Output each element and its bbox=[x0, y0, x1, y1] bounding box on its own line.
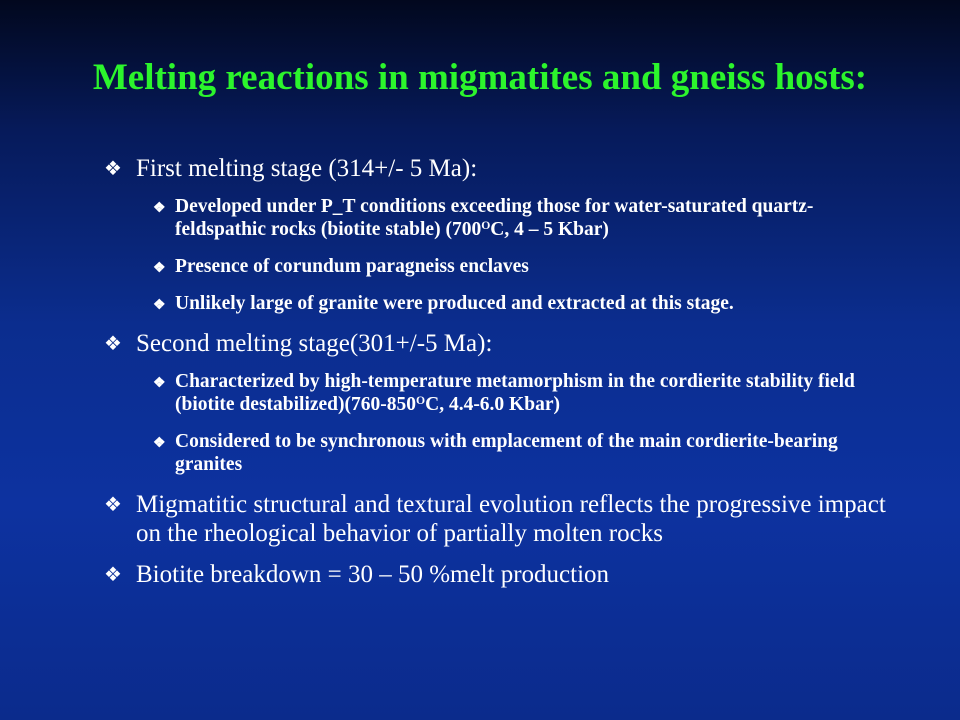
bullet-text: Biotite breakdown = 30 – 50 %melt production bbox=[136, 561, 610, 588]
sub-bullet-characterized bbox=[153, 370, 904, 416]
superscript: O bbox=[416, 394, 426, 407]
diamond-bullet-icon: ❖ bbox=[104, 333, 122, 355]
slide-content bbox=[104, 154, 904, 601]
bullet-text: Migmatitic structural and textural evolution reflects the progressive impact on the rheological behavior of partially molten rocks bbox=[136, 491, 886, 547]
sub-bullet-synchronous bbox=[153, 430, 904, 476]
diamond-bullet-icon: ❖ bbox=[153, 261, 166, 276]
sub-bullet-developed-conditions bbox=[153, 195, 904, 241]
bullet-first-melting-stage bbox=[104, 154, 904, 183]
sub-bullet-unlikely-granite bbox=[153, 292, 904, 315]
bullet-migmatitic-evolution bbox=[104, 490, 904, 548]
diamond-bullet-icon: ❖ bbox=[153, 436, 166, 451]
bullet-text: First melting stage (314+/- 5 Ma): bbox=[136, 155, 478, 182]
sub-bullet-text: Considered to be synchronous with emplacement of the main cordierite-bearing granites bbox=[175, 431, 838, 475]
sub-bullet-text: Presence of corundum paragneiss enclaves bbox=[175, 256, 529, 277]
diamond-bullet-icon: ❖ bbox=[104, 494, 122, 516]
sub-bullet-text: Unlikely large of granite were produced and extracted at this stage. bbox=[175, 293, 734, 314]
sub-bullet-corundum bbox=[153, 255, 904, 278]
sub-bullet-text: Characterized by high-temperature metamorphism in the cordierite stability field (biotite destabilized)(760-850 bbox=[175, 371, 855, 415]
bullet-biotite-breakdown bbox=[104, 560, 904, 589]
diamond-bullet-icon: ❖ bbox=[104, 158, 122, 180]
sub-bullet-text: Developed under P_T conditions exceeding those for water-saturated quartz-feldspathic rocks (biotite stable) (700 bbox=[175, 196, 814, 240]
diamond-bullet-icon: ❖ bbox=[104, 564, 122, 586]
sub-bullet-text-cont: C, 4 – 5 Kbar) bbox=[490, 219, 609, 240]
bullet-text: Second melting stage(301+/-5 Ma): bbox=[136, 330, 493, 357]
slide-title: Melting reactions in migmatites and gneiss hosts: bbox=[92, 57, 868, 98]
sub-bullet-text-cont: C, 4.4-6.0 Kbar) bbox=[425, 394, 560, 415]
diamond-bullet-icon: ❖ bbox=[153, 376, 166, 391]
diamond-bullet-icon: ❖ bbox=[153, 201, 166, 216]
diamond-bullet-icon: ❖ bbox=[153, 298, 166, 313]
bullet-second-melting-stage bbox=[104, 329, 904, 358]
superscript: O bbox=[481, 219, 491, 232]
